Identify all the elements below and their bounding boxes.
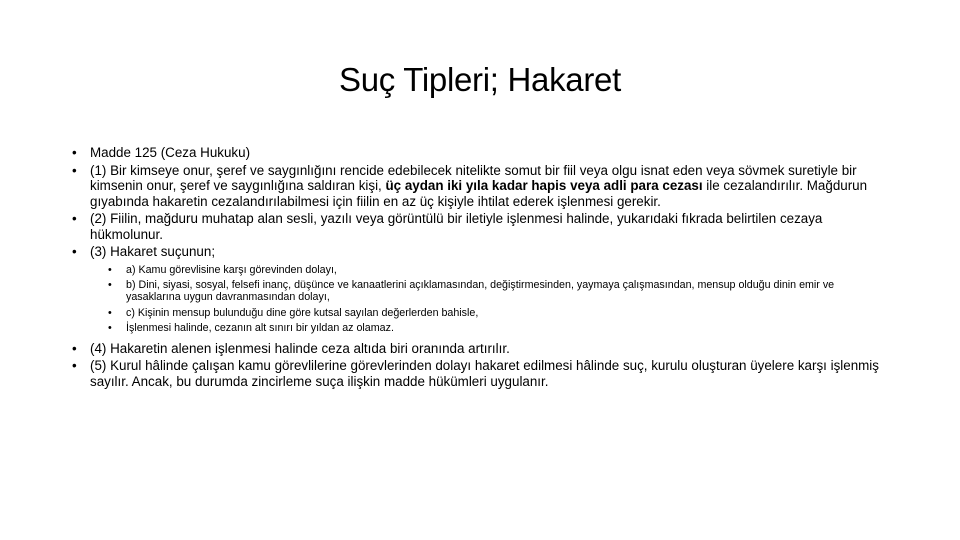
bullet-dot: •: [72, 340, 77, 356]
bullet-text: (2) Fiilin, mağduru muhatap alan sesli, yazılı veya görüntülü bir iletiyle işlenmesi halinde, yukarıdaki fıkrada belirtilen cezaya hükmolunur.: [90, 211, 823, 242]
slide-title: Suç Tipleri; Hakaret: [339, 61, 621, 98]
sub-bullet-item: [108, 322, 890, 334]
bullet-text: (3) Hakaret suçunun;: [90, 244, 216, 259]
bullet-text: (1) Bir kimseye onur, şeref ve saygınlığını rencide edebilecek nitelikte somut bir fiil veya olgu isnat eden veya sövmek suretiyle bir kimsenin onur, şeref ve saygınlığına saldıran kişi,: [90, 162, 857, 193]
sub-bullet-text: a) Kamu görevlisine karşı görevinden dolayı,: [126, 263, 337, 276]
bullet-dot: •: [108, 306, 112, 319]
bullet-dot: •: [72, 162, 77, 178]
bullet-text: ile cezalandırılır. Mağdurun gıyabında hakaretin cezalandırılabilmesi için fiilin en az üç kişiyle ihtilat ederek işlenmesi gerekir.: [90, 178, 868, 209]
sub-bullet-item: [108, 264, 890, 276]
bullet-dot: •: [72, 211, 77, 226]
bullet-dot: •: [108, 278, 112, 291]
sub-bullet-list: [108, 264, 890, 335]
bullet-dot: •: [72, 358, 77, 374]
bullet-dot: •: [72, 244, 77, 259]
sub-bullet-text: b) Dini, siyasi, sosyal, felsefi inanç, düşünce ve kanaatlerini açıklamasından, değiştirmesinden, yaymaya çalışmasından, mensup olduğu dinin emir ve yasaklarına uygun davranmasından dolayı,: [126, 278, 835, 304]
bullet-text-bold: üç aydan iki yıla kadar hapis veya adli para cezası: [381, 178, 703, 193]
sub-bullet-text: İşlenmesi halinde, cezanın alt sınırı bir yıldan az olamaz.: [126, 322, 394, 335]
bullet-item: [72, 244, 890, 260]
bullet-text: (4) Hakaretin alenen işlenmesi halinde ceza altıda biri oranında artırılır.: [90, 340, 510, 356]
bullet-item: [72, 341, 890, 357]
bullet-dot: •: [108, 263, 112, 276]
bullet-text: (5) Kurul hâlinde çalışan kamu görevlilerine görevlerinden dolayı hakaret edilmesi hâlinde suç, kurulu oluşturan üyelere karşı işlenmiş sayılır. Ancak, bu durumda zincirleme suça ilişkin madde hükümleri uygulanır.: [90, 358, 879, 389]
sub-bullet-item: [108, 279, 890, 304]
bullet-item: [72, 211, 890, 242]
bullet-item: [72, 145, 890, 161]
content-body: [72, 145, 890, 391]
bullet-dot: •: [72, 145, 77, 160]
bullet-item: [72, 358, 890, 389]
sub-bullet-text: c) Kişinin mensup bulunduğu dine göre kutsal sayılan değerlerden bahisle,: [126, 306, 479, 319]
sub-bullet-item: [108, 307, 890, 319]
bullet-dot: •: [108, 322, 112, 335]
bullet-text: Madde 125 (Ceza Hukuku): [90, 145, 251, 160]
bullet-item: [72, 163, 890, 210]
